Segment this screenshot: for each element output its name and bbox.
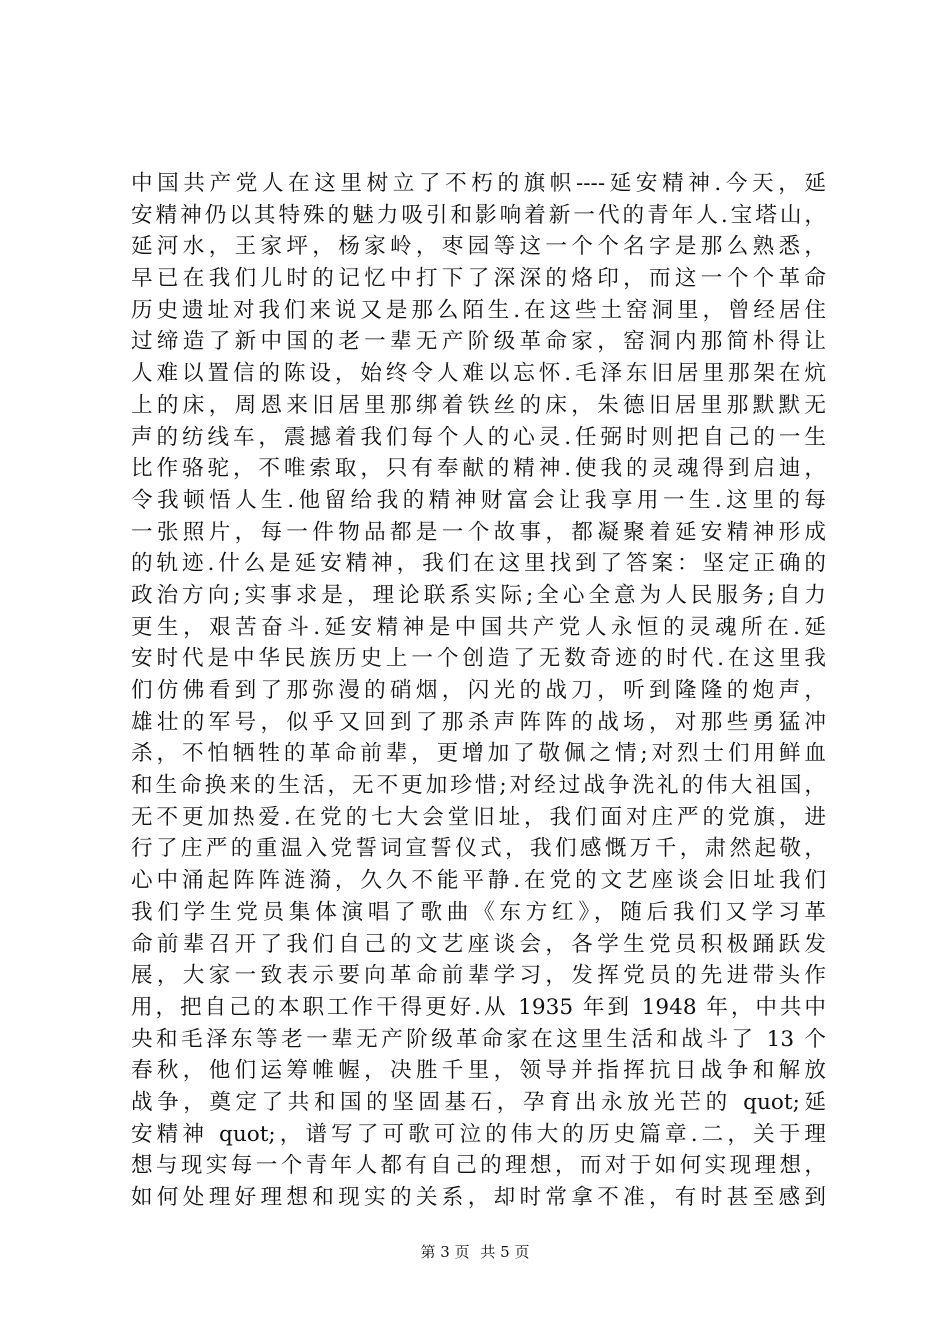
text-line: 上的床，周恩来旧居里那绑着铁丝的床，朱德旧居里那默默无 xyxy=(131,392,826,418)
text-line: 早已在我们儿时的记忆中打下了深深的烙印，而这一个个革命 xyxy=(131,266,826,292)
body-text xyxy=(131,168,826,1214)
text-line: 历史遗址对我们来说又是那么陌生.在这些土窑洞里，曾经居住 xyxy=(131,297,826,323)
text-line: 中国共产党人在这里树立了不朽的旗帜----延安精神.今天，延 xyxy=(131,171,826,196)
page-footer xyxy=(0,1242,950,1262)
text-line: 们仿佛看到了那弥漫的硝烟，闪光的战刀，听到隆隆的炮声， xyxy=(131,678,826,703)
text-line: 人难以置信的陈设，始终令人难以忘怀.毛泽东旧居里那架在炕 xyxy=(131,361,826,387)
text-line: 令我顿悟人生.他留给我的精神财富会让我享用一生.这里的每 xyxy=(131,487,826,513)
text-line: 想与现实每一个青年人都有自己的理想，而对于如何实现理想， xyxy=(131,1153,826,1179)
text-line: 雄壮的军号，似乎又回到了那杀声阵阵的战场，对那些勇猛冲 xyxy=(131,709,826,735)
page-total: 共 5 页 xyxy=(480,1243,530,1261)
text-line: 战争，奠定了共和国的坚固基石，孕育出永放光芒的 quot;延 xyxy=(131,1089,826,1115)
text-line: 行了庄严的重温入党誓词宣誓仪式，我们感慨万千，肃然起敬， xyxy=(131,836,826,862)
text-line: 更生，艰苦奋斗.延安精神是中国共产党人永恒的灵魂所在.延 xyxy=(131,614,826,640)
text-line: 延河水，王家坪，杨家岭，枣园等这一个个名字是那么熟悉， xyxy=(131,234,826,260)
text-line: 展，大家一致表示要向革命前辈学习，发挥党员的先进带头作 xyxy=(131,963,826,989)
text-line: 政治方向;实事求是，理论联系实际;全心全意为人民服务;自力 xyxy=(131,582,826,608)
text-line: 央和毛泽东等老一辈无产阶级革命家在这里生活和战斗了 13 个 xyxy=(131,1026,826,1052)
text-line: 命前辈召开了我们自己的文艺座谈会，各学生党员积极踊跃发 xyxy=(131,931,826,957)
page-number: 第 3 页 xyxy=(420,1243,470,1261)
text-line: 安精神 quot;，谱写了可歌可泣的伟大的历史篇章.二，关于理 xyxy=(131,1121,826,1147)
text-line: 用，把自己的本职工作干得更好.从 1935 年到 1948 年，中共中 xyxy=(131,994,826,1020)
text-line: 心中涌起阵阵涟漪，久久不能平静.在党的文艺座谈会旧址我们 xyxy=(131,868,826,894)
text-line: 我们学生党员集体演唱了歌曲《东方红》，随后我们又学习革 xyxy=(131,899,826,925)
text-line: 过缔造了新中国的老一辈无产阶级革命家，窑洞内那简朴得让 xyxy=(131,329,826,355)
text-line: 一张照片，每一件物品都是一个故事，都凝聚着延安精神形成 xyxy=(131,519,826,545)
text-line: 安精神仍以其特殊的魅力吸引和影响着新一代的青年人.宝塔山， xyxy=(131,202,826,228)
text-line: 的轨迹.什么是延安精神，我们在这里找到了答案：坚定正确的 xyxy=(131,551,826,577)
text-line: 春秋，他们运筹帷幄，决胜千里，领导并指挥抗日战争和解放 xyxy=(131,1058,826,1084)
text-line: 和生命换来的生活，无不更加珍惜;对经过战争洗礼的伟大祖国， xyxy=(131,773,826,799)
text-line: 如何处理好理想和现实的关系，却时常拿不准，有时甚至感到 xyxy=(131,1185,826,1210)
text-line: 无不更加热爱.在党的七大会堂旧址，我们面对庄严的党旗，进 xyxy=(131,804,826,830)
text-line: 安时代是中华民族历史上一个创造了无数奇迹的时代.在这里我 xyxy=(131,646,826,672)
text-line: 杀，不怕牺牲的革命前辈，更增加了敬佩之情;对烈士们用鲜血 xyxy=(131,741,826,767)
text-line: 声的纺线车，震撼着我们每个人的心灵.任弼时则把自己的一生 xyxy=(131,424,826,450)
text-line: 比作骆驼，不唯索取，只有奉献的精神.使我的灵魂得到启迪， xyxy=(131,456,826,482)
